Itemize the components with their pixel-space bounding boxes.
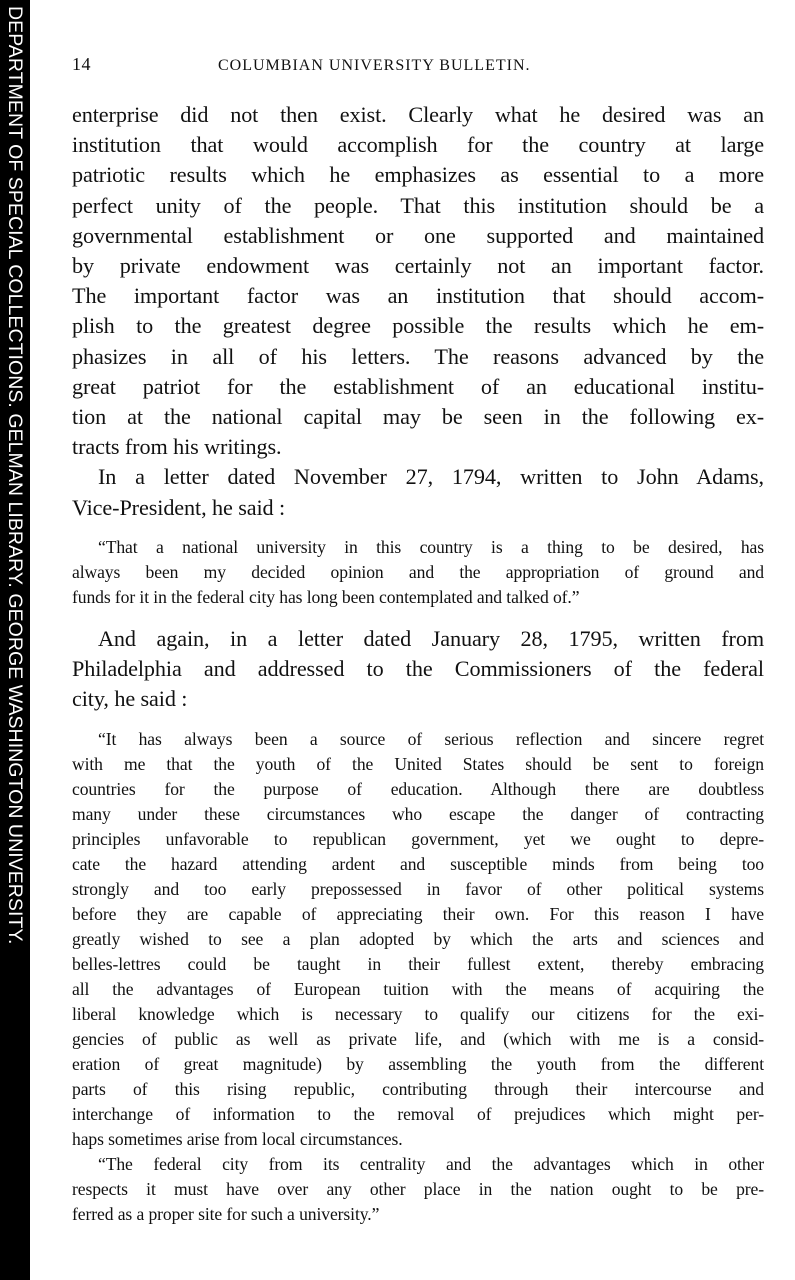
quote-line: all the advantages of European tuition with the means of acquiring the — [72, 979, 764, 1000]
archive-side-banner — [0, 0, 30, 1280]
quote-line: greatly wished to see a plan adopted by which the arts and sciences and — [72, 929, 764, 950]
quote-line: with me that the youth of the United States should be sent to foreign — [72, 754, 764, 775]
quote-line: gencies of public as well as private life, and (which with me is a consid- — [72, 1029, 764, 1050]
quote-line: funds for it in the federal city has long been contemplated and talked of.” — [72, 586, 580, 607]
text-line: patriotic results which he emphasizes as essential to a more — [72, 162, 764, 188]
body-text — [72, 100, 764, 1227]
quote-line: cate the hazard attending ardent and susceptible minds from being too — [72, 854, 764, 875]
archive-credit-text: DEPARTMENT OF SPECIAL COLLECTIONS. GELMAN LIBRARY. GEORGE WASHINGTON UNIVERSITY. — [4, 6, 26, 945]
quote-line: strongly and too early prepossessed in favor of other political systems — [72, 879, 764, 900]
text-line: perfect unity of the people. That this institution should be a — [72, 192, 764, 218]
quote-line: belles-lettres could be taught in their fullest extent, thereby embracing — [72, 954, 764, 975]
block-quote-commissioners — [72, 727, 764, 1152]
quote-line: liberal knowledge which is necessary to qualify our citizens for the exi- — [72, 1004, 764, 1025]
quote-line: before they are capable of appreciating their own. For this reason I have — [72, 904, 764, 925]
quote-line: countries for the purpose of education. Although there are doubtless — [72, 779, 764, 800]
text-line: tracts from his writings. — [72, 434, 282, 460]
quote-line: principles unfavorable to republican government, yet we ought to depre- — [72, 829, 764, 850]
quote-line: respects it must have over any other place in the nation ought to be pre- — [72, 1179, 764, 1200]
quote-line: “That a national university in this country is a thing to be desired, has — [98, 536, 764, 557]
block-quote-federal-city — [72, 1152, 764, 1227]
text-line: enterprise did not then exist. Clearly what he desired was an — [72, 102, 764, 127]
quote-line: parts of this rising republic, contributing through their intercourse and — [72, 1079, 764, 1100]
text-line: governmental establishment or one supported and maintained — [72, 222, 764, 248]
quote-line: interchange of information to the removal of prejudices which might per- — [72, 1104, 764, 1125]
text-line: tion at the national capital may be seen in the following ex- — [72, 404, 764, 430]
text-line: The important factor was an institution that should accom- — [72, 283, 764, 309]
quote-line: always been my decided opinion and the appropriation of ground and — [72, 561, 764, 582]
text-line: institution that would accomplish for the country at large — [72, 132, 764, 158]
text-line: by private endowment was certainly not an important factor. — [72, 253, 764, 279]
quote-line: eration of great magnitude) by assembling the youth from the different — [72, 1054, 764, 1075]
block-quote-adams — [72, 535, 764, 610]
text-line: Vice-President, he said : — [72, 494, 286, 520]
paragraph-commissioners-letter-intro — [72, 624, 764, 715]
quote-line: ferred as a proper site for such a university.” — [72, 1204, 380, 1225]
quote-line: haps sometimes arise from local circumstances. — [72, 1129, 403, 1150]
text-line: Philadelphia and addressed to the Commissioners of the federal — [72, 656, 764, 682]
text-line: And again, in a letter dated January 28, 1795, written from — [98, 625, 764, 651]
document-page — [72, 54, 764, 1227]
quote-line: “It has always been a source of serious reflection and sincere regret — [98, 729, 764, 750]
text-line: plish to the greatest degree possible the results which he em- — [72, 313, 764, 339]
page-number: 14 — [72, 54, 91, 74]
text-line: In a letter dated November 27, 1794, written to John Adams, — [98, 464, 764, 490]
quote-line: “The federal city from its centrality and the advantages which in other — [98, 1154, 764, 1175]
text-line: phasizes in all of his letters. The reasons advanced by the — [72, 343, 764, 369]
paragraph-continuation — [72, 100, 764, 462]
paragraph-adams-letter-intro — [72, 462, 764, 522]
text-line: city, he said : — [72, 686, 188, 712]
text-line: great patriot for the establishment of an educational institu- — [72, 373, 764, 399]
running-head — [72, 54, 764, 84]
quote-line: many under these circumstances who escape the danger of contracting — [72, 804, 764, 825]
running-title: COLUMBIAN UNIVERSITY BULLETIN. — [218, 57, 531, 74]
